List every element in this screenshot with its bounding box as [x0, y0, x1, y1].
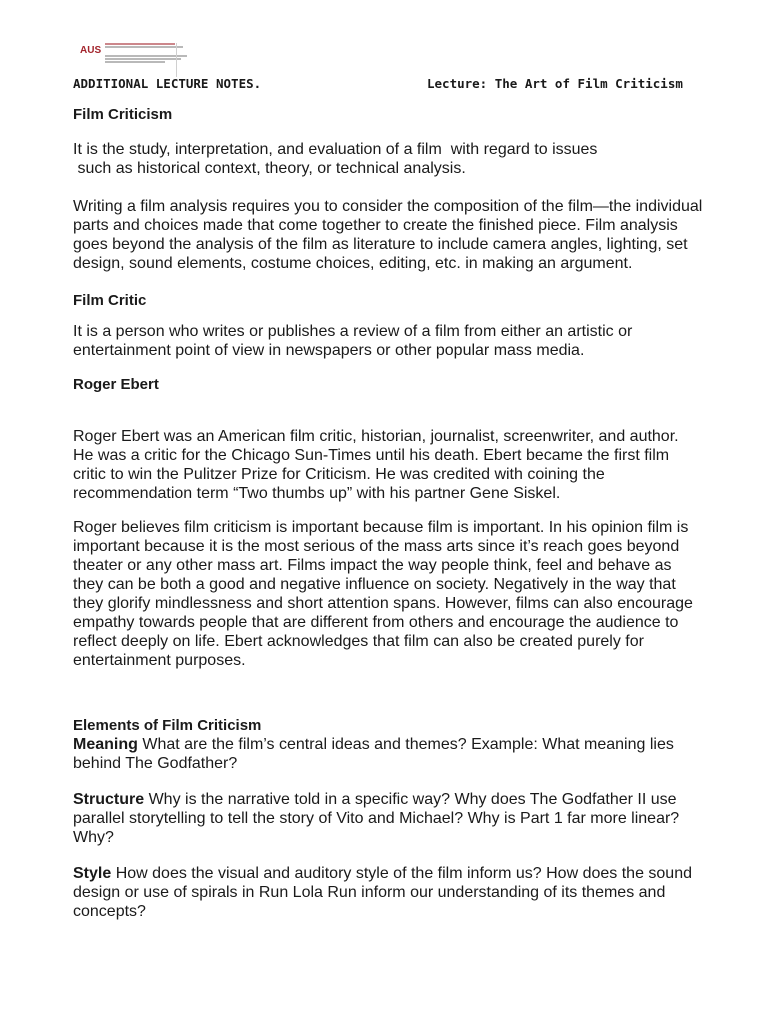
- text-structure: Why is the narrative told in a specific way? Why does The Godfather II use parallel storytelling to tell the story of Vito and Michael? Why is Part 1 far more linear? Why?: [73, 791, 680, 846]
- paragraph-ebert-opinion: Roger believes film criticism is important because film is important. In his opinion film is important because it is the most serious of the mass arts since it’s reach goes beyond theater or any other mass art. Films impact the way people think, feel and behave as they can be both a good and negative influence on society. Negatively in the way that they glorify mindlessness and short attention spans. However, films can also encourage empathy towards people that are different from others and encourage the audience to reflect deeply on life. Ebert acknowledges that film can also be created purely for entertainment purposes.: [73, 519, 693, 669]
- paragraph-definition-line2: such as historical context, theory, or technical analysis.: [73, 160, 466, 177]
- paragraph-ebert-bio: Roger Ebert was an American film critic, historian, journalist, screenwriter, and author. He was a critic for the Chicago Sun-Times until his death. Ebert became the first film critic to win the Pulitzer Prize for Criticism. He was credited with coining the recommendation term “Two thumbs up” with his partner Gene Siskel.: [73, 428, 679, 502]
- heading-roger-ebert: Roger Ebert: [73, 376, 159, 393]
- paragraph-film-critic: It is a person who writes or publishes a review of a film from either an artistic or entertainment point of view in newspapers or other popular mass media.: [73, 323, 633, 359]
- paragraph-film-analysis: Writing a film analysis requires you to consider the composition of the film—the individual parts and choices made that come together to create the finished piece. Film analysis goes beyond the analysis of the film as literature to include camera angles, lighting, set design, sound elements, costume choices, editing, etc. in making an argument.: [73, 198, 703, 272]
- university-logo: [80, 43, 187, 77]
- document-body: [73, 105, 713, 921]
- logo-mark: AUS: [80, 45, 102, 56]
- paragraph-meaning: [73, 735, 713, 773]
- term-style: Style: [73, 865, 112, 882]
- header-left: ADDITIONAL LECTURE NOTES.: [73, 76, 262, 91]
- logo-text-graphic: [105, 43, 187, 77]
- paragraph-style: [73, 864, 713, 921]
- header-right: Lecture: The Art of Film Criticism: [427, 76, 683, 91]
- paragraph-definition-line1: It is the study, interpretation, and evaluation of a film with regard to issues: [73, 141, 598, 158]
- heading-film-critic: Film Critic: [73, 292, 147, 309]
- heading-elements: Elements of Film Criticism: [73, 717, 262, 734]
- text-meaning: What are the film’s central ideas and themes? Example: What meaning lies behind The Godfather?: [73, 736, 674, 772]
- heading-film-criticism: Film Criticism: [73, 106, 173, 123]
- text-style: How does the visual and auditory style of the film inform us? How does the sound design or use of spirals in Run Lola Run inform our understanding of its themes and concepts?: [73, 865, 692, 920]
- logo-divider: [176, 43, 177, 77]
- term-meaning: Meaning: [73, 736, 138, 753]
- paragraph-structure: [73, 790, 713, 847]
- term-structure: Structure: [73, 791, 145, 808]
